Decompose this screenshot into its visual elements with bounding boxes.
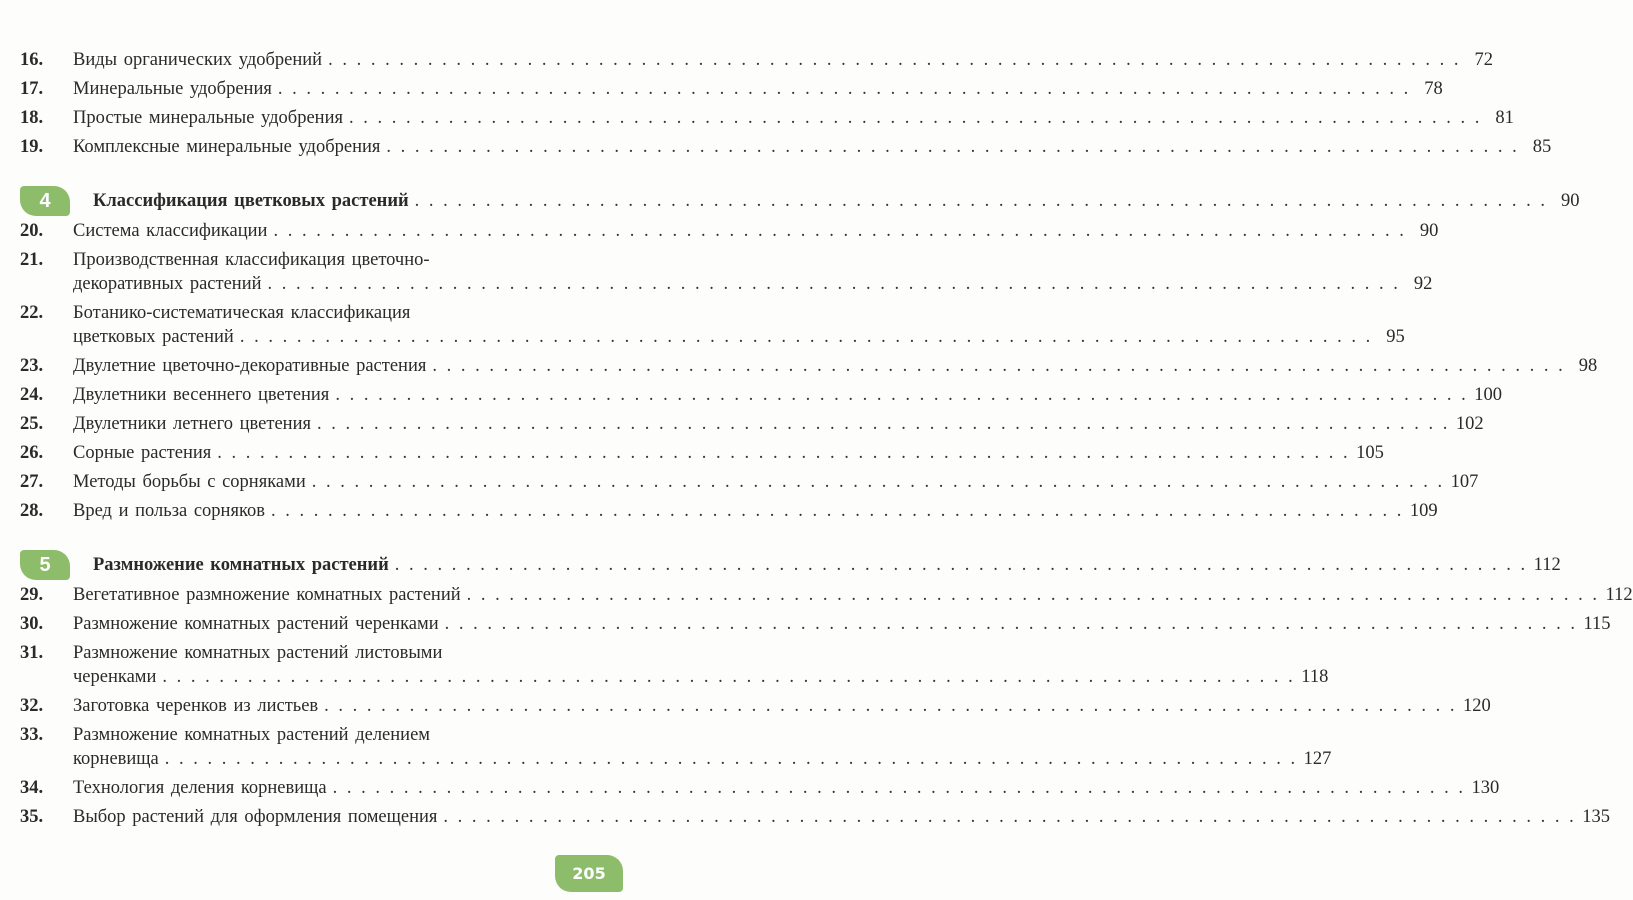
toc-entry[interactable] xyxy=(20,135,1552,159)
entry-page: 115 xyxy=(1583,614,1611,634)
entry-title: Заготовка черенков из листьев xyxy=(73,696,319,716)
toc-entry[interactable] xyxy=(20,48,1493,72)
entry-body xyxy=(73,776,1500,800)
entry-page: 118 xyxy=(1301,667,1329,687)
toc-entry[interactable] xyxy=(20,470,1479,494)
entry-body xyxy=(73,248,1433,296)
chapter-heading[interactable] xyxy=(20,183,1580,219)
toc-entry[interactable] xyxy=(20,499,1438,523)
entry-page: 92 xyxy=(1413,274,1433,294)
entry-row xyxy=(73,583,1633,607)
entry-row xyxy=(73,412,1484,436)
entry-number: 30. xyxy=(20,614,44,634)
entry-row xyxy=(73,77,1443,101)
page-number-badge: 205 xyxy=(555,855,623,892)
entry-row xyxy=(73,776,1500,800)
dot-leader: . . . . . . . . . . . . . . . . . . . . . . . . . . . . . . . . . . . . . . . . . . . . . . . . . . . . . . . . . . . . . . . . . . . . . . . . . . . . . . . . xyxy=(164,749,1298,769)
dot-leader: . . . . . . . . . . . . . . . . . . . . . . . . . . . . . . . . . . . . . . . . . . . . . . . . . . . . . . . . . . . . . . . . . . . . . . . . . . . . . . . . xyxy=(162,667,1296,687)
entry-number: 24. xyxy=(20,385,44,405)
table-of-contents xyxy=(20,48,1633,834)
entry-page: 120 xyxy=(1463,696,1491,716)
toc-entry[interactable] xyxy=(20,106,1514,130)
entry-title: черенками xyxy=(73,667,157,687)
entry-title: цветковых растений xyxy=(73,327,234,347)
entry-row xyxy=(73,694,1491,718)
toc-entry[interactable] xyxy=(20,441,1384,465)
entry-body xyxy=(73,583,1633,607)
entry-title: Технология деления корневища xyxy=(73,778,327,798)
toc-entry[interactable] xyxy=(20,354,1598,378)
entry-number: 23. xyxy=(20,356,44,376)
dot-leader: . . . . . . . . . . . . . . . . . . . . . . . . . . . . . . . . . . . . . . . . . . . . . . . . . . . . . . . . . . . . . . . . . . . . . . . . . . . . . . . . xyxy=(267,274,1401,294)
entry-number: 32. xyxy=(20,696,44,716)
entry-page: 72 xyxy=(1474,50,1493,70)
entry-row xyxy=(73,665,1329,689)
entry-body xyxy=(73,694,1491,718)
entry-title: Вред и польза сорняков xyxy=(73,501,265,521)
entry-body xyxy=(73,805,1611,829)
chapter-title: Классификация цветковых растений xyxy=(93,190,409,211)
entry-page: 109 xyxy=(1409,501,1438,521)
dot-leader: . . . . . . . . . . . . . . . . . . . . . . . . . . . . . . . . . . . . . . . . . . . . . . . . . . . . . . . . . . . . . . . . . . . . . . . . . . . . . . . . xyxy=(332,778,1466,798)
toc-entry[interactable] xyxy=(20,583,1633,607)
entry-row xyxy=(73,383,1502,407)
entry-number: 20. xyxy=(20,221,44,241)
entry-number: 31. xyxy=(20,643,44,663)
entry-number: 22. xyxy=(20,303,44,323)
toc-entry[interactable] xyxy=(20,694,1491,718)
toc-entry[interactable] xyxy=(20,776,1500,800)
toc-entry[interactable] xyxy=(20,612,1611,636)
entry-title-line: Производственная классификация цветочно- xyxy=(73,250,430,270)
entry-page: 95 xyxy=(1386,327,1405,347)
entry-page: 98 xyxy=(1578,356,1598,376)
entry-body xyxy=(73,470,1479,494)
entry-number: 17. xyxy=(20,79,44,99)
dot-leader: . . . . . . . . . . . . . . . . . . . . . . . . . . . . . . . . . . . . . . . . . . . . . . . . . . . . . . . . . . . . . . . . . . . . . . . . . . . . . . . . xyxy=(311,472,1445,492)
toc-entry[interactable] xyxy=(20,412,1484,436)
entry-body xyxy=(73,219,1439,243)
entry-body xyxy=(73,77,1443,101)
entry-title-line: Размножение комнатных растений листовыми xyxy=(73,643,443,663)
dot-leader: . . . . . . . . . . . . . . . . . . . . . . . . . . . . . . . . . . . . . . . . . . . . . . . . . . . . . . . . . . . . . . . . . . . . . . . . . . . . . . . . xyxy=(335,385,1469,405)
entry-body xyxy=(73,612,1611,636)
entry-number: 35. xyxy=(20,807,44,827)
entry-number: 25. xyxy=(20,414,44,434)
dot-leader: . . . . . . . . . . . . . . . . . . . . . . . . . . . . . . . . . . . . . . . . . . . . . . . . . . . . . . . . . . . . . . . . . . . . . . . . . . . . . . . . xyxy=(239,327,1373,347)
entry-number: 16. xyxy=(20,50,44,70)
entry-row xyxy=(73,499,1438,523)
entry-number: 18. xyxy=(20,108,44,128)
dot-leader: . . . . . . . . . . . . . . . . . . . . . . . . . . . . . . . . . . . . . . . . . . . . . . . . . . . . . . . . . . . . . . . . . . . . . . . . . . . . . . . . xyxy=(271,501,1404,521)
toc-entry[interactable] xyxy=(20,641,1329,689)
toc-entry[interactable] xyxy=(20,805,1611,829)
entry-body xyxy=(73,641,1329,689)
entry-page: 81 xyxy=(1495,108,1514,128)
entry-title: Размножение комнатных растений черенками xyxy=(73,614,439,634)
entry-body xyxy=(73,48,1493,72)
entry-title-line: Размножение комнатных растений делением xyxy=(73,725,430,745)
entry-title: Выбор растений для оформления помещения xyxy=(73,807,438,827)
chapter-row xyxy=(93,190,1580,212)
entry-page: 102 xyxy=(1455,414,1484,434)
entry-page: 105 xyxy=(1356,443,1384,463)
dot-leader: . . . . . . . . . . . . . . . . . . . . . . . . . . . . . . . . . . . . . . . . . . . . . . . . . . . . . . . . . . . . . . . . . . . . . . . . . . . . . . . . xyxy=(443,807,1577,827)
chapter-page: 112 xyxy=(1533,554,1561,575)
entry-page: 135 xyxy=(1582,807,1611,827)
toc-entry[interactable] xyxy=(20,301,1405,349)
entry-title: Система классификации xyxy=(73,221,268,241)
entry-row xyxy=(73,470,1479,494)
entry-page: 130 xyxy=(1471,778,1500,798)
entry-body xyxy=(73,301,1405,349)
entry-row xyxy=(73,219,1439,243)
dot-leader: . . . . . . . . . . . . . . . . . . . . . . . . . . . . . . . . . . . . . . . . . . . . . . . . . . . . . . . . . . . . . . . . . . . . . . . . . . . . . . . . xyxy=(349,108,1482,128)
entry-body xyxy=(73,499,1438,523)
entry-title: декоративных растений xyxy=(73,274,262,294)
entry-title: Двулетники летнего цветения xyxy=(73,414,311,434)
dot-leader: . . . . . . . . . . . . . . . . . . . . . . . . . . . . . . . . . . . . . . . . . . . . . . . . . . . . . . . . . . . . . . . . . . . . . . . . . . . . . . . . xyxy=(324,696,1458,716)
entry-number: 34. xyxy=(20,778,44,798)
entry-title: Виды органических удобрений xyxy=(73,50,323,70)
entry-number: 19. xyxy=(20,137,44,157)
entry-body xyxy=(73,383,1502,407)
entry-title: Методы борьбы с сорняками xyxy=(73,472,306,492)
entry-number: 28. xyxy=(20,501,44,521)
entry-number: 26. xyxy=(20,443,44,463)
entry-number: 27. xyxy=(20,472,44,492)
dot-leader: . . . . . . . . . . . . . . . . . . . . . . . . . . . . . . . . . . . . . . . . . . . . . . . . . . . . . . . . . . . . . . . . . . . . . . . . . . . . . . . . xyxy=(444,614,1578,634)
entry-number: 21. xyxy=(20,250,44,270)
chapter-title: Размножение комнатных растений xyxy=(93,554,389,575)
entry-title: Вегетативное размножение комнатных растений xyxy=(73,585,461,605)
dot-leader: . . . . . . . . . . . . . . . . . . . . . . . . . . . . . . . . . . . . . . . . . . . . . . . . . . . . . . . . . . . . . . . . . . . . . . . . . . . . . . . . xyxy=(466,585,1600,605)
dot-leader: . . . . . . . . . . . . . . . . . . . . . . . . . . . . . . . . . . . . . . . . . . . . . . . . . . . . . . . . . . . . . . . . . . . . . . . . . . . . . . . . xyxy=(277,79,1411,99)
toc-entry[interactable] xyxy=(20,219,1439,243)
entry-body xyxy=(73,135,1552,159)
chapter-heading[interactable] xyxy=(20,547,1561,583)
entry-row xyxy=(73,441,1384,465)
entry-row xyxy=(73,612,1611,636)
toc-entry[interactable] xyxy=(20,383,1502,407)
toc-entry[interactable] xyxy=(20,723,1332,771)
entry-page: 78 xyxy=(1424,79,1443,99)
entry-row xyxy=(73,135,1552,159)
entry-page: 112 xyxy=(1605,585,1633,605)
dot-leader: . . . . . . . . . . . . . . . . . . . . . . . . . . . . . . . . . . . . . . . . . . . . . . . . . . . . . . . . . . . . . . . . . . . . . . . . . . . . . . . . xyxy=(217,443,1351,463)
chapter-number-badge: 5 xyxy=(20,550,70,580)
entry-title: корневища xyxy=(73,749,159,769)
entry-row xyxy=(73,747,1332,771)
dot-leader: . . . . . . . . . . . . . . . . . . . . . . . . . . . . . . . . . . . . . . . . . . . . . . . . . . . . . . . . . . . . . . . . . . . . . . . . . . . . . . . . xyxy=(386,137,1520,157)
dot-leader: . . . . . . . . . . . . . . . . . . . . . . . . . . . . . . . . . . . . . . . . . . . . . . . . . . . . . . . . . . . . . . . . . . . . . . . . . . . . . . . . xyxy=(328,50,1461,70)
entry-title: Двулетние цветочно-декоративные растения xyxy=(73,356,427,376)
entry-title: Сорные растения xyxy=(73,443,212,463)
entry-page: 127 xyxy=(1303,749,1332,769)
entry-body xyxy=(73,354,1598,378)
entry-title: Минеральные удобрения xyxy=(73,79,272,99)
entry-number: 29. xyxy=(20,585,44,605)
toc-entry[interactable] xyxy=(20,248,1433,296)
entry-title-line: Ботанико-систематическая классификация xyxy=(73,303,411,323)
dot-leader: . . . . . . . . . . . . . . . . . . . . . . . . . . . . . . . . . . . . . . . . . . . . . . . . . . . . . . . . . . . . . . . . . . . . . . . . . . . . . . . . xyxy=(273,221,1407,241)
dot-leader: . . . . . . . . . . . . . . . . . . . . . . . . . . . . . . . . . . . . . . . . . . . . . . . . . . . . . . . . . . . . . . . . . . . . . . . . . . . . . . . . xyxy=(394,554,1528,575)
entry-row xyxy=(73,48,1493,72)
toc-entry[interactable] xyxy=(20,77,1443,101)
entry-body xyxy=(73,412,1484,436)
entry-row xyxy=(73,805,1611,829)
entry-page: 107 xyxy=(1450,472,1479,492)
chapter-number-badge: 4 xyxy=(20,186,70,216)
entry-body xyxy=(73,441,1384,465)
entry-page: 90 xyxy=(1419,221,1439,241)
entry-row xyxy=(73,272,1433,296)
dot-leader: . . . . . . . . . . . . . . . . . . . . . . . . . . . . . . . . . . . . . . . . . . . . . . . . . . . . . . . . . . . . . . . . . . . . . . . . . . . . . . . . xyxy=(414,190,1548,211)
chapter-page: 90 xyxy=(1561,190,1580,211)
entry-row xyxy=(73,354,1598,378)
chapter-row xyxy=(93,554,1561,576)
entry-page: 85 xyxy=(1532,137,1552,157)
entry-title: Простые минеральные удобрения xyxy=(73,108,343,128)
entry-row xyxy=(73,106,1514,130)
entry-page: 100 xyxy=(1474,385,1502,405)
entry-body xyxy=(73,723,1332,771)
entry-title: Двулетники весеннего цветения xyxy=(73,385,330,405)
entry-number: 33. xyxy=(20,725,44,745)
dot-leader: . . . . . . . . . . . . . . . . . . . . . . . . . . . . . . . . . . . . . . . . . . . . . . . . . . . . . . . . . . . . . . . . . . . . . . . . . . . . . . . . xyxy=(432,356,1566,376)
entry-title: Комплексные минеральные удобрения xyxy=(73,137,381,157)
dot-leader: . . . . . . . . . . . . . . . . . . . . . . . . . . . . . . . . . . . . . . . . . . . . . . . . . . . . . . . . . . . . . . . . . . . . . . . . . . . . . . . . xyxy=(317,414,1450,434)
entry-body xyxy=(73,106,1514,130)
entry-row xyxy=(73,325,1405,349)
